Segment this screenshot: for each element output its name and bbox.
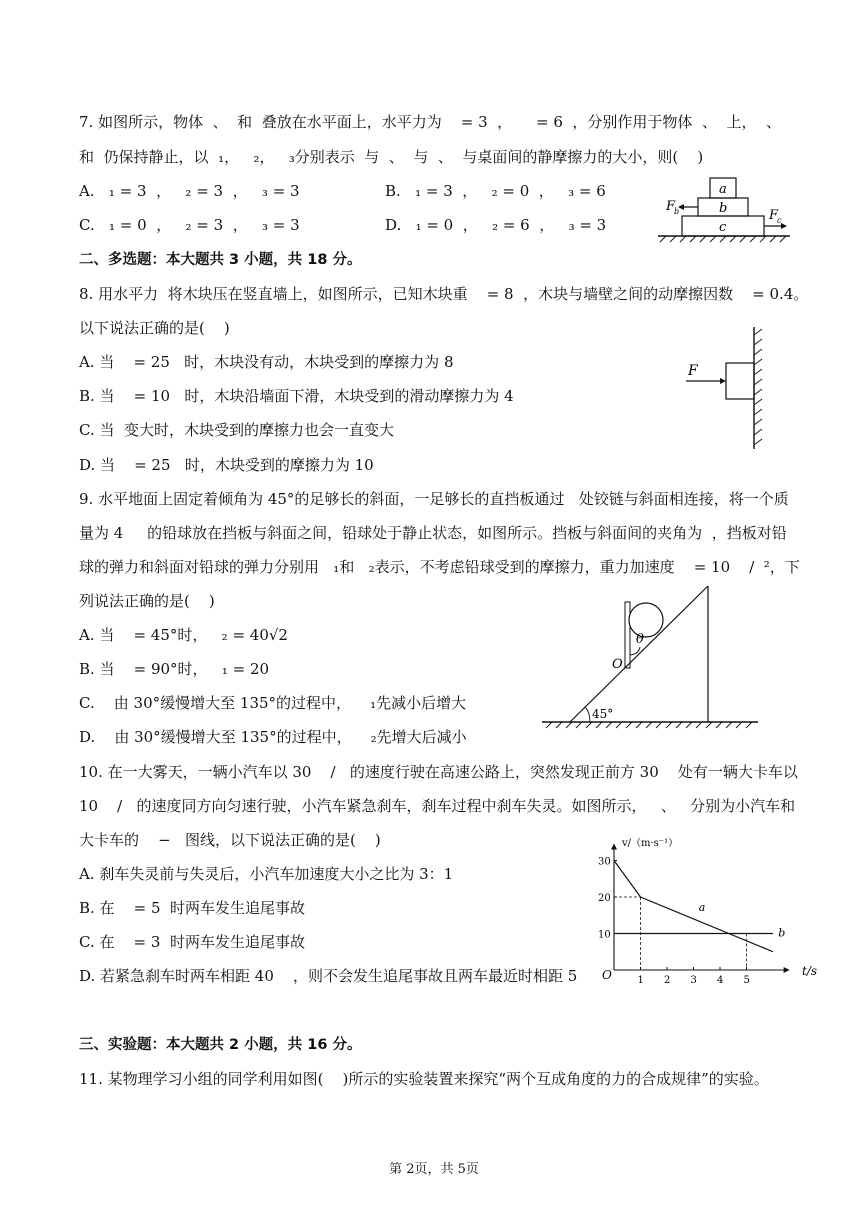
q10-option-a: A. 刹车失灵前与失灵后，小汽车加速度大小之比为 3：1	[79, 865, 454, 883]
q9-stem-line1: 9. 水平地面上固定着倾角为 45°的足够长的斜面，一足够长的直挡板通过 处铰链与斜面相连接，将一个质	[79, 490, 789, 508]
q9-option-a: A. 当 = 45°时， ₂ = 40√2	[79, 626, 288, 644]
q7-blocks-figure	[650, 172, 800, 244]
chart-y-tick-label: 20	[598, 893, 611, 904]
q9-stem-line2: 量为 4 的铅球放在挡板与斜面之间，铅球处于静止状态，如图所示。挡板与斜面间的夹角为 ，挡板对铅	[79, 524, 787, 542]
q10-stem-line1: 10. 在一大雾天，一辆小汽车以 30 / 的速度行驶在高速公路上，突然发现正前方 30 处有一辆大卡车以	[79, 763, 798, 781]
q8-stem-line1: 8. 用水平力 将木块压在竖直墙上，如图所示，已知木块重 = 8 ，木块与墙壁之间的动摩擦因数 = 0.4。	[79, 285, 809, 303]
chart-x-tick-label: 2	[664, 975, 671, 986]
section-2-heading: 二、多选题：本大题共 3 小题，共 18 分。	[79, 252, 362, 268]
ground-hatch	[546, 722, 752, 728]
chart-y-tick-label: 30	[598, 856, 611, 868]
q8-stem-line2: 以下说法正确的是( )	[79, 319, 230, 337]
q9-option-b: B. 当 = 90°时， ₁ = 20	[79, 660, 270, 678]
q7-option-c: C. ₁ = 0 ， ₂ = 3 ， ₃ = 3	[79, 216, 300, 234]
chart-y-axis-arrow	[611, 844, 617, 850]
chart-x-tick-label: 5	[743, 975, 750, 986]
q8-option-d: D. 当 = 25 时，木块受到的摩擦力为 10	[79, 456, 374, 474]
chart-x-tick-label: 4	[717, 975, 724, 986]
q10-stem-line3: 大卡车的 − 图线，以下说法正确的是( )	[79, 831, 381, 849]
label-theta: θ	[636, 632, 644, 647]
chart-series-label-b: b	[778, 926, 786, 940]
chart-xlabel: t/s	[802, 964, 818, 978]
q9-stem-line4: 列说法正确的是( )	[79, 592, 215, 610]
q8-wall-figure	[680, 325, 770, 451]
section-3-heading: 三、实验题：本大题共 2 小题，共 16 分。	[79, 1037, 362, 1053]
chart-x-tick-label: 3	[690, 975, 697, 986]
chart-x-axis-arrow	[784, 967, 790, 973]
q9-incline-figure	[538, 580, 762, 732]
q10-option-b: B. 在 = 5 时两车发生追尾事故	[79, 899, 306, 917]
chart-y-tick-label: 10	[598, 929, 611, 941]
label-fb: F	[666, 199, 676, 214]
q10-option-c: C. 在 = 3 时两车发生追尾事故	[79, 933, 305, 951]
q7-option-d: D. ₁ = 0 ， ₂ = 6 ， ₃ = 3	[385, 216, 607, 234]
q7-option-b: B. ₁ = 3 ， ₂ = 0 ， ₃ = 6	[385, 182, 606, 200]
page-footer: 第 2页，共 5页	[389, 1162, 479, 1177]
label-a: a	[719, 182, 727, 197]
label-fb-sub: b	[674, 207, 680, 216]
wood-block	[726, 363, 754, 399]
q7-stem-line1: 7. 如图所示，物体 、 和 叠放在水平面上，水平力为 = 3 ， = 6 ，分别作用于物体 、 上， 、	[79, 113, 782, 131]
chart-origin: O	[602, 968, 612, 982]
chart-ylabel: v/（m·s⁻¹）	[622, 838, 679, 849]
wall-hatch	[754, 329, 762, 445]
label-fc: F	[769, 208, 779, 223]
q8-option-c: C. 当 变大时，木块受到的摩擦力也会一直变大	[79, 421, 395, 439]
chart-series-a	[614, 861, 773, 952]
label-45deg: 45°	[592, 707, 614, 721]
label-b: b	[719, 201, 728, 216]
q11-stem-line1: 11. 某物理学习小组的同学利用如图( )所示的实验装置来探究“两个互成角度的力的合成规律”的实验。	[79, 1070, 769, 1088]
table-hatch	[660, 236, 786, 242]
q9-option-c: C. 由 30°缓慢增大至 135°的过程中， ₁先减小后增大	[79, 694, 467, 712]
q7-stem-line2: 和 仍保持静止，以 ₁， ₂， ₃分别表示 与 、 与 、 与桌面间的静摩擦力的大小，则( )	[79, 148, 704, 166]
q9-option-d: D. 由 30°缓慢增大至 135°的过程中， ₂先增大后减小	[79, 728, 467, 746]
label-fc-sub: c	[777, 216, 782, 225]
chart-x-tick-label: 1	[637, 975, 644, 986]
label-f: F	[688, 363, 698, 379]
lead-ball	[629, 603, 663, 637]
q10-option-d: D. 若紧急刹车时两车相距 40 ，则不会发生追尾事故且两车最近时相距 5	[79, 967, 578, 985]
label-o: O	[612, 657, 623, 672]
baffle-plate	[625, 602, 630, 668]
angle-45-arc	[585, 707, 590, 722]
q9-stem-line3: 球的弹力和斜面对铅球的弹力分别用 ₁和 ₂表示，不考虑铅球受到的摩擦力，重力加速度 = 10 / ²，下	[79, 558, 800, 576]
q7-option-a: A. ₁ = 3 ， ₂ = 3 ， ₃ = 3	[79, 182, 300, 200]
q10-stem-line2: 10 / 的速度同方向匀速行驶，小汽车紧急刹车，刹车过程中刹车失灵。如图所示， 、 分别为小汽车和	[79, 797, 796, 815]
q10-vt-chart	[590, 830, 830, 990]
chart-series-label-a: a	[698, 900, 706, 914]
q8-option-a: A. 当 = 25 时，木块没有动，木块受到的摩擦力为 8	[79, 353, 454, 371]
label-c: c	[719, 220, 727, 235]
q8-option-b: B. 当 = 10 时，木块沿墙面下滑，木块受到的滑动摩擦力为 4	[79, 387, 514, 405]
